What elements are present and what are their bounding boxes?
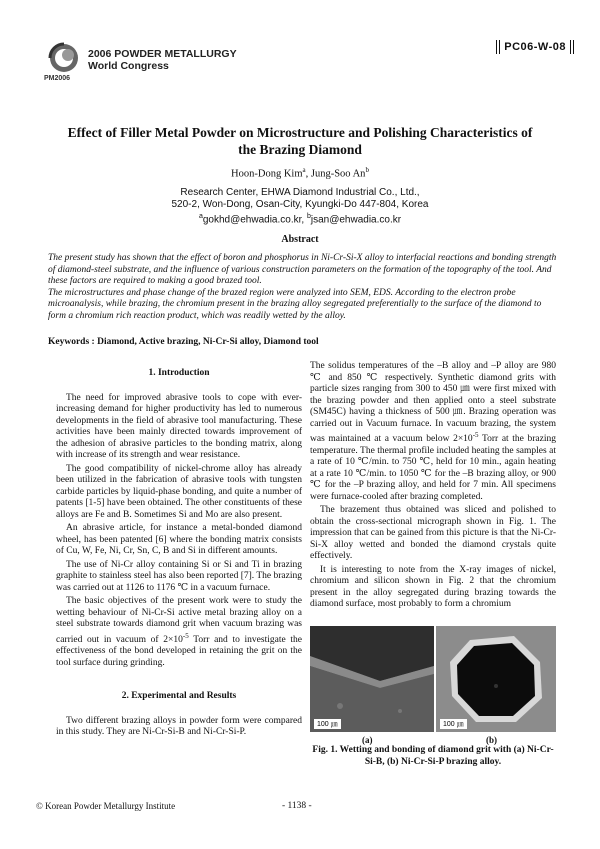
page-number: - 1138 - bbox=[282, 801, 312, 811]
affiliation bbox=[40, 187, 560, 226]
copyright-footer: © Korean Powder Metallurgy Institute bbox=[36, 801, 176, 811]
left-column bbox=[56, 362, 302, 741]
body-paragraph: The use of Ni-Cr alloy containing Si or Si and Ti in brazing graphite to stainless steel has also been reported [7]. The brazing was carried out at 1126 to 1176 ℃ in a vacuum furnace. bbox=[56, 559, 302, 593]
abstract-heading: Abstract bbox=[281, 234, 319, 245]
authors bbox=[40, 166, 560, 180]
body-paragraph bbox=[56, 596, 302, 669]
conference-line2: World Congress bbox=[88, 60, 169, 72]
figure-caption: Fig. 1. Wetting and bonding of diamond grit with (a) Ni-Cr-Si-B, (b) Ni-Cr-Si-P brazing alloy. bbox=[312, 745, 554, 767]
author-2: Jung-Soo An bbox=[310, 168, 366, 180]
logo-text: PM2006 bbox=[44, 75, 71, 82]
author-separator: , bbox=[305, 168, 311, 180]
abstract-paragraph-1: The present study has shown that the effect of boron and phosphorus in Ni-Cr-Si-X alloy to interfacial reactions and bonding strength of diamond-steel substrate, and the influence of various construction parameters on the formation of the topography of the tool. And these factors are required to making a good brazed tool. bbox=[48, 253, 557, 286]
paragraph-text: Torr and to investigate the effectiveness of the bond developed in retaining the grit on the tool surface during grinding. bbox=[56, 634, 302, 668]
email-a-mark: a bbox=[198, 213, 203, 220]
body-paragraph: The brazement thus obtained was sliced and polished to obtain the cross-sectional micrograph shown in Fig. 1. The impression that can be gained from this picture is that the Ni-Cr-Si-X alloy wetted and bonded the diamond crystals quite effectively. bbox=[310, 505, 556, 562]
keywords: Keywords : Diamond, Active brazing, Ni-Cr-Si alloy, Diamond tool bbox=[48, 337, 319, 347]
title-line1: Effect of Filler Metal Powder on Microstructure and Polishing Characteristics of bbox=[67, 125, 533, 140]
body-paragraph: Two different brazing alloys in powder form were compared in this study. They are Ni-Cr-Si-B and Ni-Cr-Si-P. bbox=[56, 715, 302, 738]
conference-name bbox=[88, 48, 237, 72]
body-paragraph: An abrasive article, for instance a metal-bonded diamond wheel, has been patented [6] where the bonding matrix consists of Cu, W, Fe, Ni, Cr, Sn, C, B and Si in different amounts. bbox=[56, 523, 302, 556]
figure-1 bbox=[310, 626, 556, 734]
section-heading-introduction: 1. Introduction bbox=[148, 368, 210, 378]
affiliation-line2: 520-2, Won-Dong, Osan-City, Kyungki-Do 447-804, Korea bbox=[171, 199, 429, 210]
paragraph-text: Torr at the brazing temperature. The thermal profile included heating the samples at a rate of 10 ℃/min. to 750 ℃, held for 10 min., again heating at a rate 10 ℃/min. to 1050 ℃ for the –B brazing alloy, or 900 ℃ for the –P brazing alloy, and held for 7 min. All specimens were furnace-cooled after brazing completed. bbox=[310, 434, 557, 502]
abstract-body bbox=[48, 253, 558, 322]
author-1: Hoon-Dong Kim bbox=[231, 168, 303, 180]
author-2-affil-mark: b bbox=[365, 166, 369, 174]
paragraph-text: The solidus temperatures of the –B alloy and –P alloy are 980 ℃ and 850 ℃ respectively. Synthetic diamond grits with particle sizes ranging from 300 to 450 ㎛ were first mixed with the brazing powder and then applied onto a steel substrate (SM45C) having a thickness of 500 ㎛. Brazing operation was carried out in Vacuum furnace. In vacuum brazing, the system was maintained at a vacuum below 2×10 bbox=[310, 361, 556, 445]
right-column bbox=[310, 361, 556, 613]
title-line2: the Brazing Diamond bbox=[238, 142, 362, 157]
email-b-mark: b bbox=[306, 213, 311, 220]
exponent: -5 bbox=[182, 631, 189, 640]
affiliation-emails bbox=[40, 211, 560, 226]
conference-line1: 2006 POWDER METALLURGY bbox=[88, 48, 237, 60]
paper-code-badge: PC06-W-08 bbox=[496, 40, 574, 54]
micrograph-a-image bbox=[310, 626, 434, 732]
micrograph-b-image bbox=[436, 626, 556, 732]
email-a: gokhd@ehwadia.co.kr, bbox=[202, 214, 307, 226]
body-paragraph: The good compatibility of nickel-chrome alloy has already been utilized in the fabrication of abrasive tools with tungsten carbide particles by liquid-phase bonding, and quite a number of patents [1-5] have been obtained. The other constituents of these alloys are Fe and B. Sometimes Si and Mo are also present. bbox=[56, 463, 302, 520]
scale-bar-b: 100 ㎛ bbox=[440, 719, 467, 729]
exponent: -5 bbox=[472, 431, 479, 439]
panel-label-a: (a) bbox=[362, 735, 373, 745]
section-heading-experimental: 2. Experimental and Results bbox=[121, 691, 237, 702]
panel-label-b: (b) bbox=[486, 735, 497, 745]
email-b: jsan@ehwadia.co.kr bbox=[310, 214, 402, 226]
micrograph-b bbox=[436, 626, 556, 732]
body-paragraph: It is interesting to note from the X-ray images of nickel, chromium and silicon shown in Fig. 2 that the chromium present in the alloy segregated during brazing towards the diamond surface, most probably to form a chromium bbox=[310, 564, 556, 610]
affiliation-line1: Research Center, EHWA Diamond Industrial Co., Ltd., bbox=[180, 187, 420, 198]
author-1-affil-mark: a bbox=[302, 166, 306, 174]
abstract-paragraph-2: The microstructures and phase change of the brazed region were analyzed into SEM, EDS. According to the electron probe microanalysis, while brazing, the chromium present in the brazing alloy segregated preferentially to the surface of the diamond to form a chromium rich reaction product, which was readily wetted by the alloy. bbox=[48, 287, 542, 321]
micrograph-a bbox=[310, 626, 434, 732]
body-paragraph bbox=[310, 361, 556, 503]
body-paragraph: The need for improved abrasive tools to cope with ever-increasing demand for higher productivity has led to numerous developments in the field of abrasive tool manufacturing. These activities have been mainly directed towards improvement of the adhesion of abrasive particles to the bonding matrix, along with increase of its strength and wear resistance. bbox=[56, 392, 302, 460]
paper-title bbox=[40, 124, 560, 158]
scale-bar-a: 100 ㎛ bbox=[314, 719, 341, 729]
conference-header bbox=[34, 40, 574, 86]
paragraph-text: The basic objectives of the present work were to study the wetting behaviour of Ni-Cr-Si active metal brazing alloy on a steel substrate towards diamond grit when vacuum brazing was carried out in vacuum of 2×10 bbox=[56, 596, 302, 645]
